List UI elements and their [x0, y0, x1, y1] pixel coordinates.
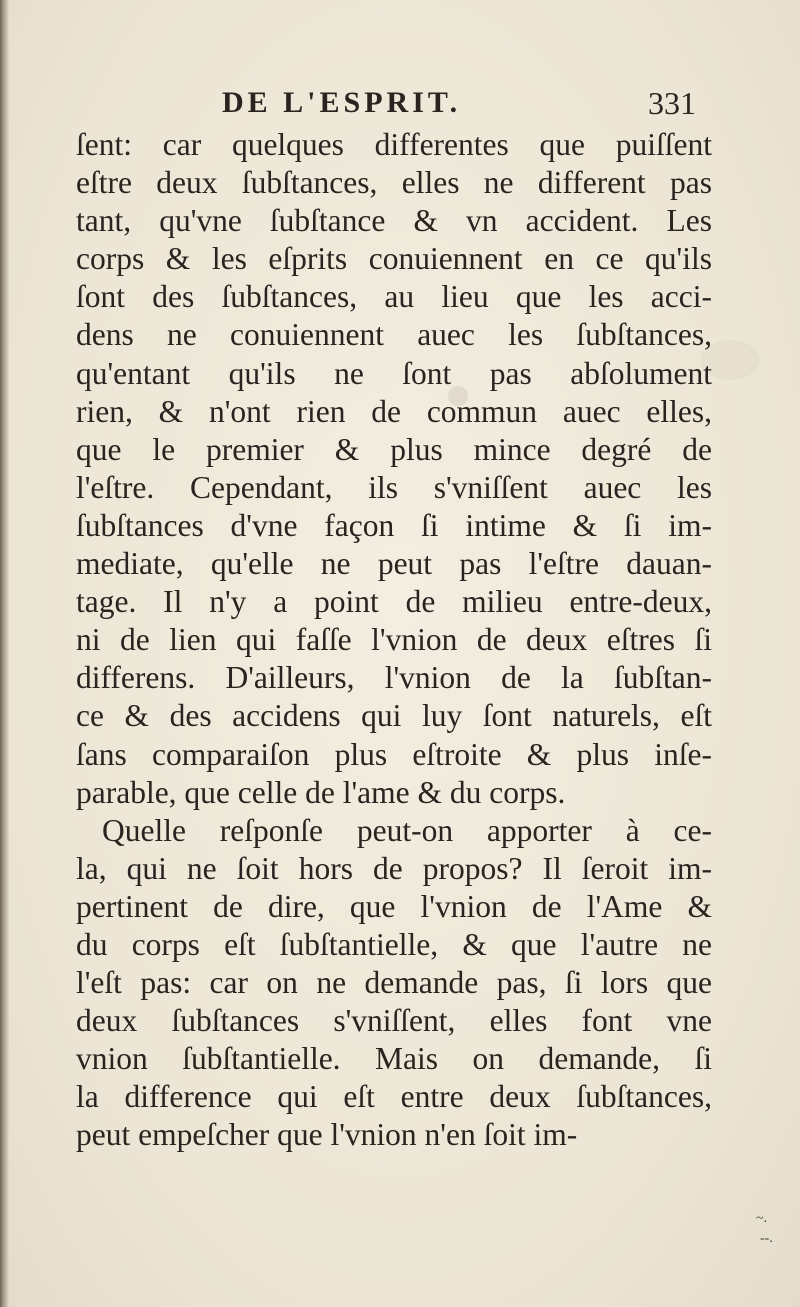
text-line: ce & des accidens qui luy ſont naturels, eſt	[76, 698, 712, 734]
text-line: que le premier & plus mince degré de	[76, 431, 712, 467]
margin-mark: --.	[760, 1231, 773, 1246]
margin-mark: ~.	[756, 1211, 768, 1226]
binding-edge	[0, 0, 9, 1307]
text-line: differens. D'ailleurs, l'vnion de la ſubſtan-	[76, 660, 712, 696]
text-line: qu'entant qu'ils ne ſont pas abſolument	[76, 355, 712, 391]
page-number: 331	[648, 85, 696, 121]
text-line: corps & les eſprits conuiennent en ce qu'ils	[76, 241, 712, 277]
text-line: dens ne conuiennent auec les ſubſtances,	[76, 317, 712, 353]
text-line: parable, que celle de l'ame & du corps.	[76, 774, 566, 810]
running-head	[0, 78, 800, 128]
text-line: eſtre deux ſubſtances, elles ne different pas	[76, 165, 712, 201]
text-line: Quelle reſponſe peut-on apporter à ce-	[102, 812, 712, 848]
text-line: la, qui ne ſoit hors de propos? Il ſeroit im-	[76, 850, 712, 886]
text-line: ſont des ſubſtances, au lieu que les acci-	[76, 279, 712, 315]
text-line: ſubſtances d'vne façon ſi intime & ſi im-	[76, 507, 712, 543]
text-line: pertinent de dire, que l'vnion de l'Ame &	[76, 888, 712, 924]
text-line: vnion ſubſtantielle. Mais on demande, ſi	[76, 1041, 712, 1077]
text-line: ſent: car quelques differentes que puiſſent	[76, 127, 712, 162]
text-line: l'eſtre. Cependant, ils s'vniſſent auec les	[76, 469, 712, 505]
text-line: l'eſt pas: car on ne demande pas, ſi lors que	[76, 965, 712, 1001]
text-line: tage. Il n'y a point de milieu entre-deux,	[76, 584, 712, 620]
text-line: ni de lien qui faſſe l'vnion de deux eſtres ſi	[76, 622, 712, 658]
text-line: ſans comparaiſon plus eſtroite & plus inſe-	[76, 736, 712, 772]
running-head-title: DE L'ESPRIT.	[222, 86, 462, 119]
text-line: deux ſubſtances s'vniſſent, elles font vne	[76, 1003, 712, 1039]
text-line: mediate, qu'elle ne peut pas l'eſtre dauan-	[76, 546, 712, 582]
text-line: du corps eſt ſubſtantielle, & que l'autre ne	[76, 926, 712, 962]
body-text	[76, 126, 712, 1155]
text-line: la difference qui eſt entre deux ſubſtances,	[76, 1079, 712, 1115]
text-line: rien, & n'ont rien de commun auec elles,	[76, 393, 712, 429]
text-line: tant, qu'vne ſubſtance & vn accident. Les	[76, 203, 712, 239]
text-line: peut empeſcher que l'vnion n'en ſoit im-	[76, 1117, 578, 1153]
